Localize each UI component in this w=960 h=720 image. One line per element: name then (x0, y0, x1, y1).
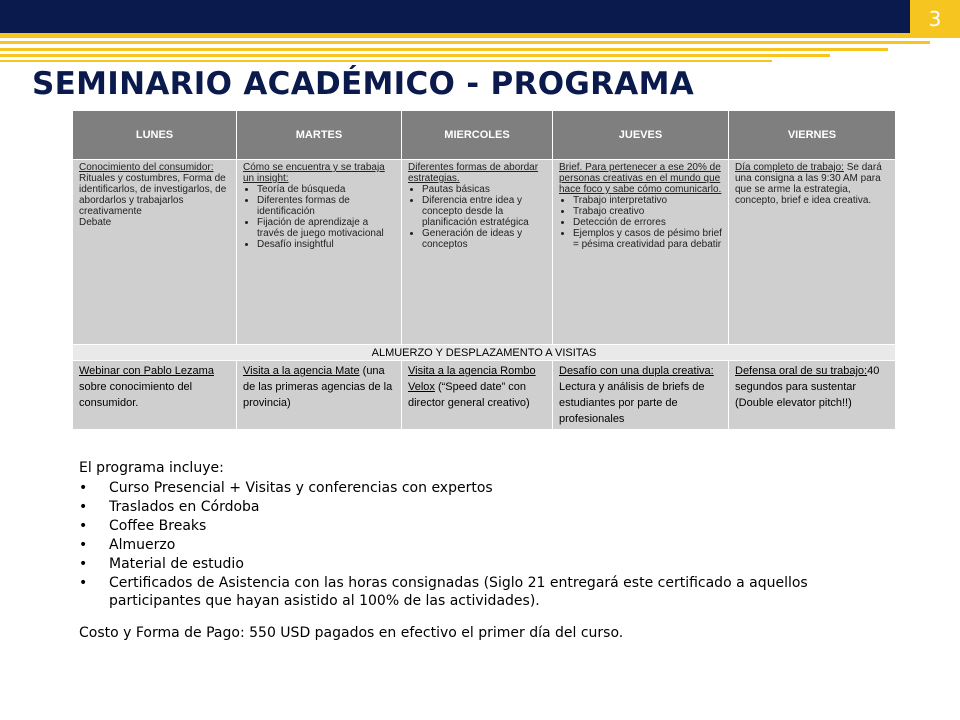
monday-topic-extra: Debate (79, 217, 112, 228)
list-item: • Certificados de Asistencia con las horas consignadas (Siglo 21 entregará este certificado a aquellos participantes que hayan asistido al 100% de las actividades). (79, 574, 889, 610)
day-header-monday: LUNES (73, 111, 237, 160)
thursday-afternoon-cell (553, 361, 729, 430)
tuesday-morning-cell (237, 160, 402, 345)
thursday-topic-heading: Brief. Para pertenecer a ese 20% de personas creativas en el mundo que hace foco y sabe cómo comunicarlo. (559, 162, 722, 195)
friday-topic-text: Se dará una consigna a las 9:30 AM para que se arme la estrategia, concepto, brief e idea creativa. (735, 162, 882, 206)
list-item: • Curso Presencial + Visitas y conferencias con expertos (79, 479, 889, 497)
wednesday-morning-cell (402, 160, 553, 345)
table-header-row (73, 111, 896, 160)
list-item: • Almuerzo (79, 536, 889, 554)
morning-sessions-row (73, 160, 896, 345)
monday-morning-cell (73, 160, 237, 345)
list-item: • Trabajo creativo (573, 206, 722, 217)
friday-visit-heading: Defensa oral de su trabajo: (735, 365, 868, 377)
thursday-visit-heading: Desafío con una dupla creativa: (559, 365, 714, 377)
tuesday-visit-text: (una de las primeras agencias de la provincia) (243, 365, 393, 409)
list-item: • Coffee Breaks (79, 517, 889, 535)
list-item: • Ejemplos y casos de pésimo brief = pésima creatividad para debatir (573, 228, 722, 250)
friday-topic-heading: Día completo de trabajo: (735, 162, 844, 173)
afternoon-sessions-row (73, 361, 896, 430)
tuesday-visit-heading: Visita a la agencia Mate (243, 365, 360, 377)
includes-intro: El programa incluye: (79, 460, 224, 476)
gold-accent-band (0, 33, 960, 38)
list-item: • Material de estudio (79, 555, 889, 573)
list-item: • Pautas básicas (422, 184, 546, 195)
gold-accent-line (0, 48, 888, 51)
lunch-cell: ALMUERZO Y DESPLAZAMENTO A VISITAS (73, 345, 896, 361)
lunch-row (73, 345, 896, 361)
list-item: • Fijación de aprendizaje a través de juego motivacional (257, 217, 395, 239)
list-item: • Teoría de búsqueda (257, 184, 395, 195)
wednesday-afternoon-cell (402, 361, 553, 430)
list-item: • Diferencia entre idea y concepto desde la planificación estratégica (422, 195, 546, 228)
monday-visit-text: sobre conocimiento del consumidor. (79, 381, 193, 409)
monday-topic-heading: Conocimiento del consumidor: (79, 162, 214, 173)
thursday-visit-text: Lectura y análisis de briefs de estudiantes por parte de profesionales (559, 381, 705, 425)
wednesday-topic-heading: Diferentes formas de abordar estrategias. (408, 162, 539, 184)
friday-afternoon-cell (729, 361, 896, 430)
tuesday-afternoon-cell (237, 361, 402, 430)
program-includes (79, 459, 889, 642)
list-item: • Detección de errores (573, 217, 722, 228)
slide-title: SEMINARIO ACADÉMICO - PROGRAMA (32, 66, 695, 102)
program-table (72, 111, 896, 430)
tuesday-topic-heading: Cómo se encuentra y se trabaja un insight: (243, 162, 385, 184)
gold-accent-line (0, 54, 830, 57)
list-item: • Desafío insightful (257, 239, 395, 250)
day-header-thursday: JUEVES (553, 111, 729, 160)
friday-visit-text: 40 segundos para sustentar (Double elevator pitch!!) (735, 365, 880, 409)
wednesday-visit-text: (“Speed date” con director general creativo) (408, 381, 530, 409)
monday-topic-text: Rituales y costumbres, Forma de identificarlos, de investigarlos, de abordarlos y trabajarlos creativamente (79, 173, 227, 217)
friday-morning-cell (729, 160, 896, 345)
wednesday-visit-heading: Visita a la agencia Rombo Velox (408, 365, 536, 393)
thursday-morning-cell (553, 160, 729, 345)
day-header-tuesday: MARTES (237, 111, 402, 160)
list-item: • Trabajo interpretativo (573, 195, 722, 206)
includes-list (79, 479, 889, 610)
gold-accent-line (0, 41, 930, 44)
list-item: • Generación de ideas y conceptos (422, 228, 546, 250)
day-header-friday: VIERNES (729, 111, 896, 160)
payment-info: Costo y Forma de Pago: 550 USD pagados en efectivo el primer día del curso. (79, 625, 624, 641)
day-header-wednesday: MIERCOLES (402, 111, 553, 160)
gold-accent-line (0, 60, 772, 62)
page-number: 3 (910, 0, 960, 38)
top-header-bar (0, 0, 910, 33)
monday-visit-heading: Webinar con Pablo Lezama (79, 365, 214, 377)
list-item: • Traslados en Córdoba (79, 498, 889, 516)
list-item: • Diferentes formas de identificación (257, 195, 395, 217)
monday-afternoon-cell (73, 361, 237, 430)
